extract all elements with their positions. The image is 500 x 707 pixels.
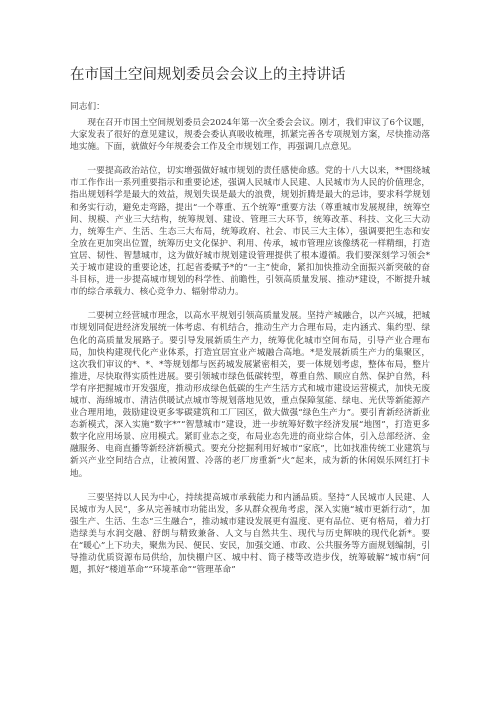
document-body <box>70 117 430 576</box>
paragraph-point-two: 二要树立经营城市理念，以高水平规划引领高质量发展。坚持产城融合，以产兴城，把城市规划同促进经济发展统一体考虑、有机结合，推动生产力合理布局，走内涵式、集约型、绿色化的高质量发展路子。要引导发展新质生产力，统筹优化城市空间布局，引导产业合理布局，加快构建现代化产业体系，打造宜居宜业产城融合高地。*是发展新质生产力的集聚区，这次我们审议的*、*、*等规划都与医药城发展紧密相关，要一体规划考虑，整体布局，整片推进，尽快取得实质性进展。要引领城市绿色低碳转型，尊重自然、顺应自然、保护自然，科学有序把握城市开发强度，推动形成绿色低碳的生产生活方式和城市建设运营模式，加快无废城市、海绵城市、清洁供暖试点城市等规划落地见效，重点保障氢能、绿电、光伏等新能源产业合理用地，鼓励建设更多零碳建筑和工厂园区，做大做强“绿色生产力”。要引育新经济新业态新模式，深入实施“数字*”“智慧城市”建设，进一步统筹好数字经济发展“地图”，打造更多数字化应用场景、应用模式。紧盯业态之变，布局业态先进的商业综合体，引入总部经济、金融服务、电商直播等新经济新模式。要充分挖掘利用好城市“家底”，比如找准传统工业建筑与新兴产业空间结合点，让被闲置、冷落的老厂房重新“火”起来，成为新的休闲娱乐网红打卡地。 <box>70 311 430 479</box>
paragraph-point-one: 一要提高政治站位，切实增强做好城市规划的责任感使命感。党的十八大以来，**围绕城市工作作出一系列重要指示和重要论述，强调人民城市人民建、人民城市为人民的价值理念，指出规划科学是最大的效益，规划失误是最大的浪费，规划折腾是最大的忌讳，要求科学规划和务实行动，避免走弯路，提出“一个尊重、五个统筹”重要方法（尊重城市发展规律，统筹空间、规模、产业三大结构，统筹规划、建设、管理三大环节，统筹改革、科技、文化三大动力，统筹生产、生活、生态三大布局，统筹政府、社会、市民三大主体），强调要把生态和安全放在更加突出位置，统筹历史文化保护、利用、传承，城市管理应该像绣花一样精细，打造宜居、韧性、智慧城市，这为做好城市规划建设管理提供了根本遵循。我们要深刻学习领会*关于城市建设的重要论述，扛起省委赋予*的“一主”使命，紧扣加快推动全面振兴新突破的奋斗目标，进一步提高城市规划的科学性、前瞻性，引领高质量发展、推动*建设，不断提升城市的综合承载力、核心竞争力、辐射带动力。 <box>70 166 430 298</box>
paragraph-point-three: 三要坚持以人民为中心，持续提高城市承载能力和内涵品质。坚持“人民城市人民建、人民城市为人民”，多从完善城市功能出发，多从群众视角考虑，深入实施“城市更新行动”，加强生产、生活、生态“三生融合”，推动城市建设发展更有温度、更有品位、更有格局，着力打造绿美与水润交融、舒朗与精致兼备、人文与自然共生、现代与历史辉映的现代化新*。要在“暖心”上下功夫，聚焦为民、便民、安民，加强交通、市政、公共服务等方面规划编制，引导推动优质资源布局供给，加快棚户区、城中村、筒子楼等改造步伐，统筹破解“城市病”问题，抓好“楼道革命”“环境革命”“管理革命” <box>70 492 430 576</box>
document-title: 在市国土空间规划委员会会议上的主持讲话 <box>70 67 346 83</box>
salutation: 同志们： <box>70 102 105 112</box>
paragraph-intro: 现在召开市国土空间规划委员会2024年第一次全委会会议。刚才，我们审议了6个议题，大家发表了很好的意见建议，规委会委认真吸收梳理，抓紧完善各专项规划方案，尽快推动落地实施。下面，就做好今年规委会工作及全市规划工作，再强调几点意见。 <box>70 118 430 153</box>
